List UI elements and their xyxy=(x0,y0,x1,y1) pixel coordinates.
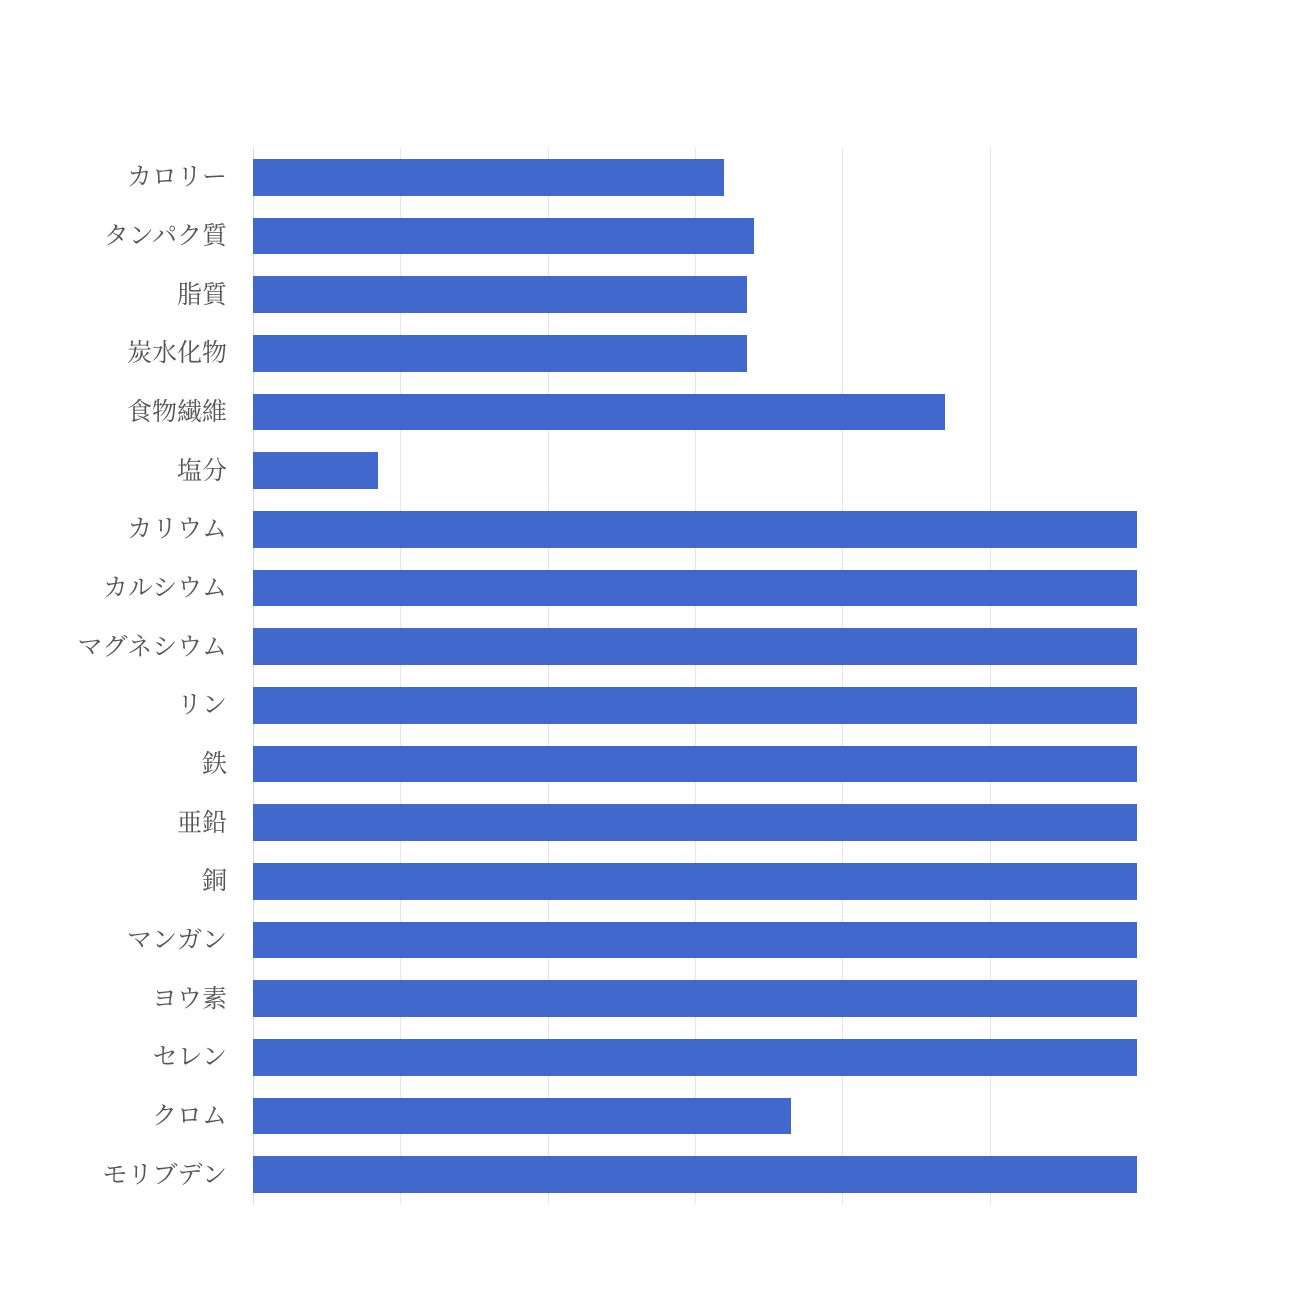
category-label: セレン xyxy=(152,1043,227,1072)
bar[interactable] xyxy=(253,570,1137,606)
bar-row xyxy=(253,628,1137,664)
bar-row xyxy=(253,980,1137,1016)
category-label: 亜鉛 xyxy=(176,808,227,837)
category-label: マンガン xyxy=(126,926,227,954)
category-axis-labels xyxy=(0,148,243,1204)
category-label: モリブデン xyxy=(102,1160,227,1189)
bar-row xyxy=(253,687,1137,723)
bar-row xyxy=(253,159,1137,195)
bar[interactable] xyxy=(253,746,1137,782)
category-label: 銅 xyxy=(201,867,227,896)
bar[interactable] xyxy=(253,335,747,371)
bar[interactable] xyxy=(253,159,724,195)
category-label: カロリー xyxy=(126,163,227,192)
bar[interactable] xyxy=(253,980,1137,1016)
bar-rows xyxy=(253,148,1137,1204)
bar[interactable] xyxy=(253,1039,1137,1075)
category-label: 鉄 xyxy=(201,750,227,778)
bar-row xyxy=(253,394,1137,430)
bar-row xyxy=(253,922,1137,958)
bar-row xyxy=(253,511,1137,547)
bar-row xyxy=(253,276,1137,312)
bar[interactable] xyxy=(253,511,1137,547)
bar[interactable] xyxy=(253,922,1137,958)
category-label: マグネシウム xyxy=(77,632,227,661)
bar-row xyxy=(253,1098,1137,1134)
category-label: 脂質 xyxy=(176,280,227,309)
bar-row xyxy=(253,335,1137,371)
category-label: カルシウム xyxy=(102,574,227,602)
bar[interactable] xyxy=(253,218,754,254)
bar-row xyxy=(253,452,1137,488)
category-label: リン xyxy=(176,691,227,720)
bar-row xyxy=(253,570,1137,606)
bar[interactable] xyxy=(253,1156,1137,1192)
category-label: 塩分 xyxy=(176,456,227,485)
bar[interactable] xyxy=(253,1098,791,1134)
bar[interactable] xyxy=(253,276,747,312)
category-label: カリウム xyxy=(127,515,227,544)
category-label: クロム xyxy=(151,1102,227,1130)
bar[interactable] xyxy=(253,628,1137,664)
bar-row xyxy=(253,863,1137,899)
bar[interactable] xyxy=(253,863,1137,899)
bar-row xyxy=(253,1039,1137,1075)
bar-row xyxy=(253,804,1137,840)
bar[interactable] xyxy=(253,452,378,488)
category-label: 食物繊維 xyxy=(126,398,227,426)
category-label: タンパク質 xyxy=(103,222,227,250)
category-label: 炭水化物 xyxy=(126,339,227,368)
bar-row xyxy=(253,746,1137,782)
category-label: ヨウ素 xyxy=(151,984,227,1013)
bar[interactable] xyxy=(253,394,945,430)
plot-area xyxy=(253,148,1137,1204)
bar[interactable] xyxy=(253,804,1137,840)
bar-row xyxy=(253,218,1137,254)
bar[interactable] xyxy=(253,687,1137,723)
bar-row xyxy=(253,1156,1137,1192)
